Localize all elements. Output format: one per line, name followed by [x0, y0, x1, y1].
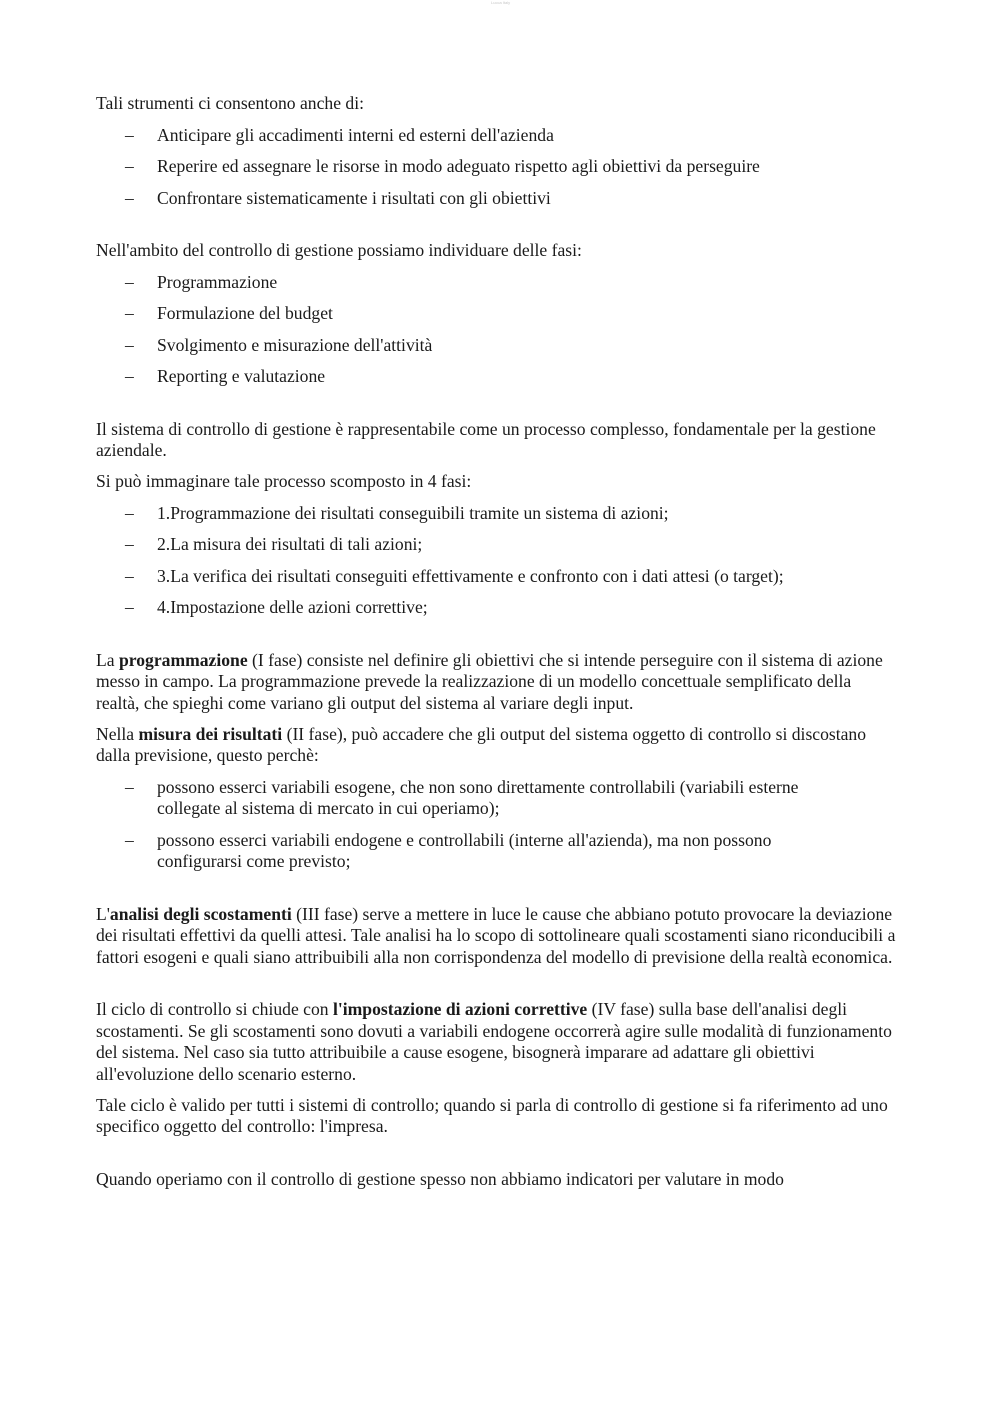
section-1-intro: Tali strumenti ci consentono anche di: — [96, 93, 364, 113]
dash-bullet-icon: – — [125, 124, 134, 145]
dash-bullet-icon: – — [125, 334, 134, 355]
dash-bullet-icon: – — [125, 187, 134, 208]
list-item: – 4.Impostazione delle azioni correttive; — [125, 597, 428, 617]
list-item: – Formulazione del budget — [125, 303, 333, 323]
list-item: – possono esserci variabili esogene, che non sono direttamente controllabili (variabili esterne collegate al sistema di mercato in cui operiamo); — [125, 776, 799, 818]
list-item: – Svolgimento e misurazione dell'attività — [125, 334, 433, 355]
section-7-paragraph: Quando operiamo con il controllo di gestione spesso non abbiamo indicatori per valutare in modo — [96, 1168, 784, 1189]
term-programmazione: programmazione — [118, 649, 248, 670]
dash-bullet-icon: – — [125, 829, 134, 850]
dash-bullet-icon: – — [125, 502, 134, 523]
list-item: – 1.Programmazione dei risultati conseguibili tramite un sistema di azioni; — [125, 502, 669, 523]
document-page — [96, 93, 896, 1190]
section-6-paragraph-1: Il ciclo di controllo si chiude con l'impostazione di azioni correttive (IV fase) sulla base dell'analisi degli scostamenti. Se gli scostamenti sono dovuti a variabili endogene occorrerà agire sulle modalità di funzionamento del sistema. Nel caso sia tutto attribuibile a cause esogene, bisognerà imparare ad adattare gli obiettivi all'evoluzione dello scenario esterno. — [96, 999, 892, 1084]
dash-bullet-icon: – — [125, 156, 134, 176]
dash-bullet-icon: – — [125, 597, 134, 617]
section-6-paragraph-2: Tale ciclo è valido per tutti i sistemi di controllo; quando si parla di controllo di gestione si fa riferimento ad uno specifico oggetto del controllo: l'impresa. — [96, 1094, 888, 1136]
dash-bullet-icon: – — [125, 366, 134, 386]
section-2-list — [96, 272, 896, 388]
list-item: – Reperire ed assegnare le risorse in modo adeguato rispetto agli obiettivi da perseguire — [125, 156, 760, 176]
section-3-paragraph-2: Si può immaginare tale processo scomposto in 4 fasi: — [96, 471, 472, 491]
section-1-list — [96, 125, 896, 210]
section-5-paragraph: L'analisi degli scostamenti (III fase) serve a mettere in luce le cause che abbiano potuto provocare la deviazione dei risultati effettivi da quelli attesi. Tale analisi ha lo scopo di sottolineare quali scostamenti siano riconducibili a fattori esogeni e quali siano attribuibili alla non corrispondenza del modello di previsione della realtà economica. — [96, 903, 896, 967]
section-3-paragraph-1: Il sistema di controllo di gestione è rappresentabile come un processo complesso, fondamentale per la gestione aziendale. — [96, 418, 876, 460]
term-impostazione-azioni-correttive: l'impostazione di azioni correttive — [332, 999, 588, 1019]
list-item: – 3.La verifica dei risultati conseguiti effettivamente e confronto con i dati attesi (o target); — [125, 565, 784, 586]
dash-bullet-icon: – — [125, 303, 134, 323]
dash-bullet-icon: – — [125, 776, 134, 797]
header-watermark: Lucca Italy — [491, 0, 511, 5]
section-3-list — [96, 503, 896, 619]
section-4-paragraph-1: La programmazione (I fase) consiste nel definire gli obiettivi che si intende perseguire con il sistema di azione messo in campo. La programmazione prevede la realizzazione di un modello concettuale semplificato della realtà, che spieghi come variano gli output del sistema al variare degli input. — [96, 649, 883, 713]
section-2-intro: Nell'ambito del controllo di gestione possiamo individuare delle fasi: — [96, 240, 582, 260]
section-4-list — [96, 777, 896, 873]
section-4-paragraph-2: Nella misura dei risultati (II fase), può accadere che gli output del sistema oggetto di controllo si discostano dalla previsione, questo perchè: — [96, 723, 867, 765]
list-item: – Reporting e valutazione — [125, 366, 326, 386]
list-item: – possono esserci variabili endogene e controllabili (interne all'azienda), ma non possono configurarsi come previsto; — [125, 829, 772, 871]
list-item: – Confrontare sistematicamente i risultati con gli obiettivi — [125, 187, 551, 208]
list-item: – Programmazione — [125, 271, 278, 292]
dash-bullet-icon: – — [125, 565, 134, 586]
list-item: – Anticipare gli accadimenti interni ed esterni dell'azienda — [125, 124, 554, 145]
dash-bullet-icon: – — [125, 271, 134, 292]
term-analisi-degli-scostamenti: analisi degli scostamenti — [109, 903, 292, 924]
list-item: – 2.La misura dei risultati di tali azioni; — [125, 534, 423, 554]
dash-bullet-icon: – — [125, 534, 134, 554]
term-misura-dei-risultati: misura dei risultati — [138, 723, 283, 744]
